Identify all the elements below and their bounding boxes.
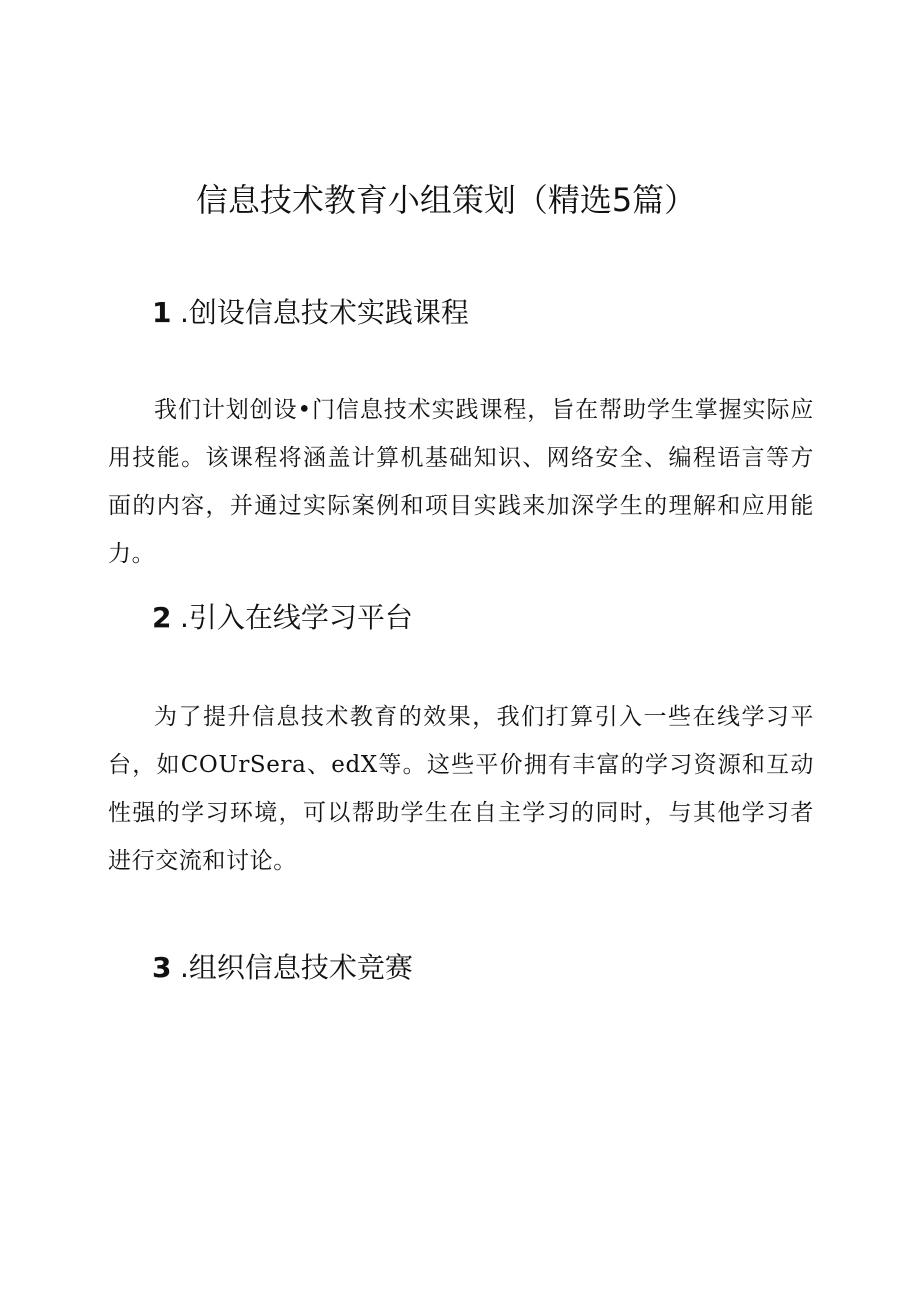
- section-number: 1: [152, 296, 172, 329]
- section-heading-text: .组织信息技术竞赛: [180, 951, 413, 984]
- section-heading-text: .引入在线学习平台: [180, 601, 413, 634]
- section-heading-3: [152, 948, 413, 988]
- section-heading-text: .创设信息技术实践课程: [180, 296, 469, 329]
- section-heading-2: [152, 598, 413, 638]
- document-title: 信息技术教育小组策划（精选5篇）: [195, 181, 697, 219]
- section-paragraph-1: 我们计划创设•门信息技术实践课程，旨在帮助学生掌握实际应用技能。该课程将涵盖计算机基础知识、网络安全、编程语言等方面的内容，并通过实际案例和项目实践来加深学生的理解和应用能力。: [108, 397, 814, 567]
- section-number: 3: [152, 951, 172, 984]
- section-heading-1: [152, 293, 469, 333]
- section-paragraph-2: 为了提升信息技术教育的效果，我们打算引入一些在线学习平台，如COUrSera、edX等。这些平价拥有丰富的学习资源和互动性强的学习环境，可以帮助学生在自主学习的同时，与其他学习者进行交流和讨论。: [108, 704, 814, 874]
- section-number: 2: [152, 601, 172, 634]
